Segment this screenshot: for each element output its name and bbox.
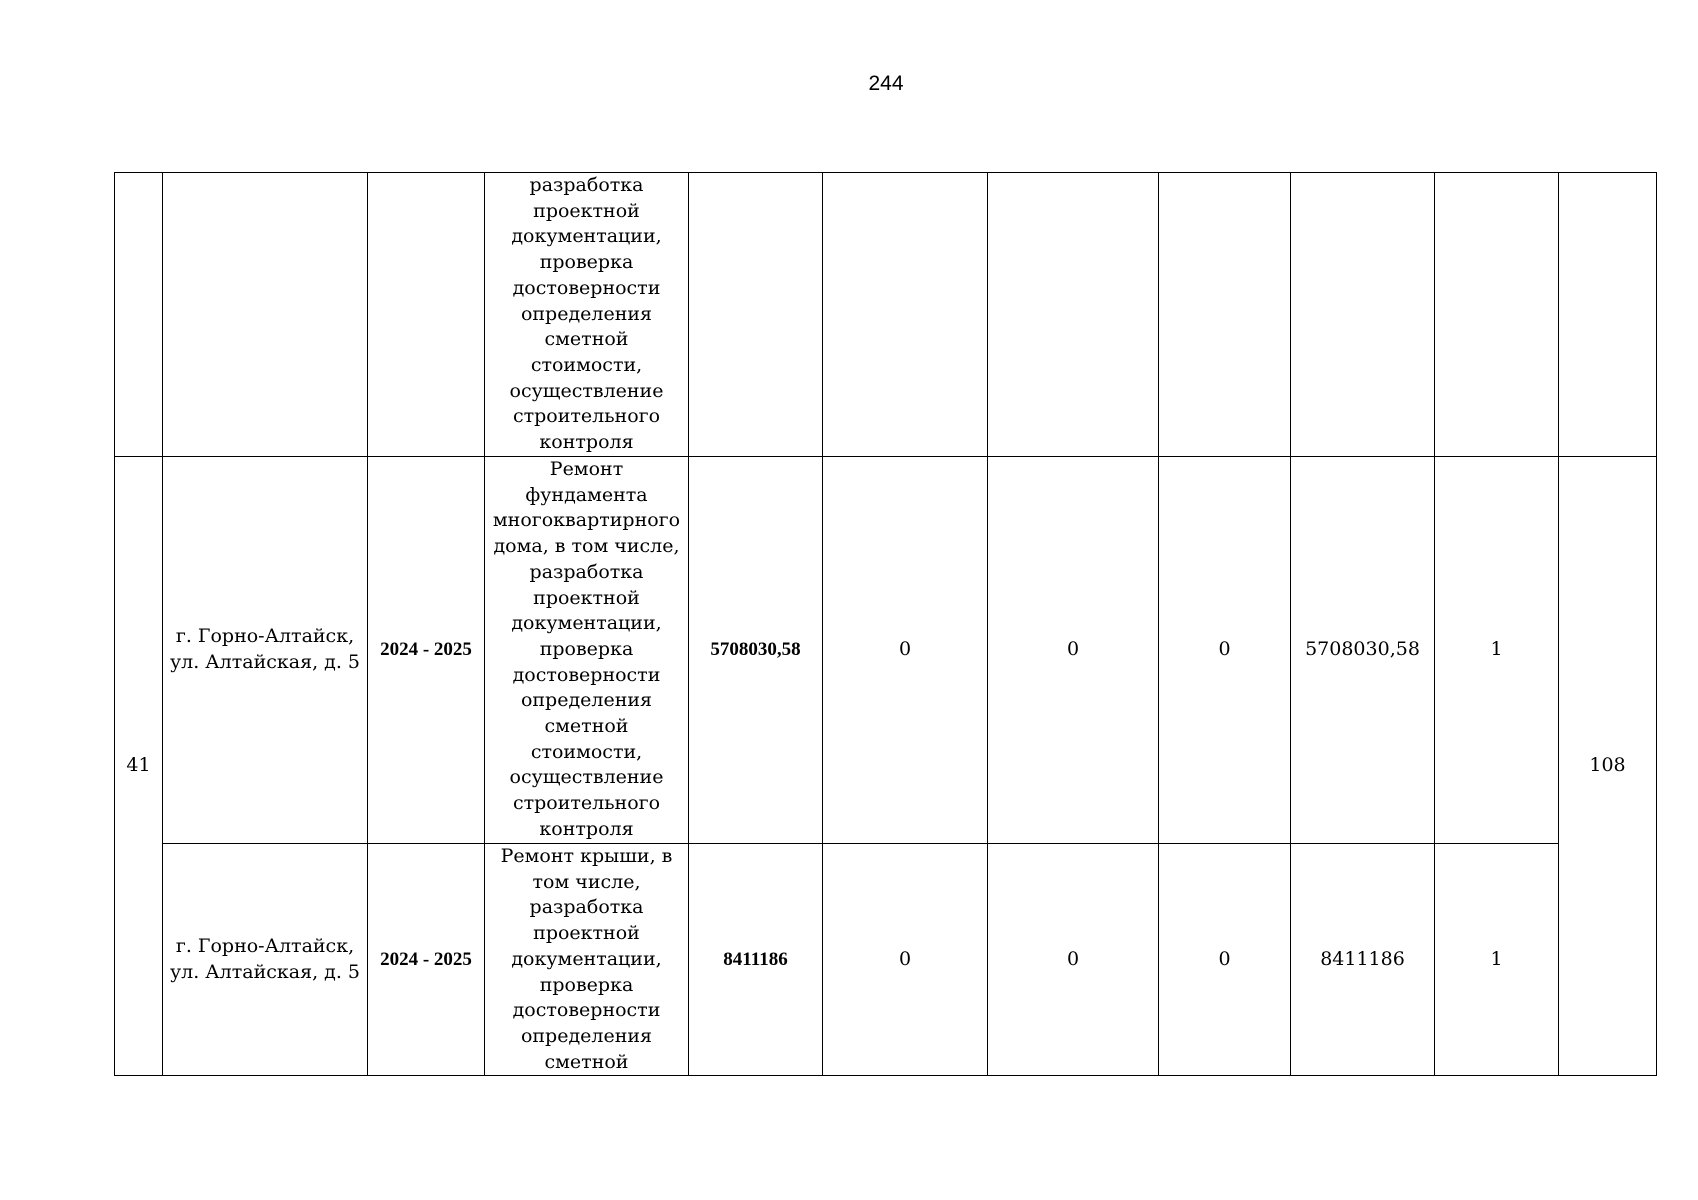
cell-total (689, 173, 823, 457)
final-value-cell: 108 (1559, 457, 1657, 1076)
value-cell-c: 0 (1159, 844, 1291, 1076)
row-index: 41 (115, 457, 163, 1076)
value-cell-b: 0 (988, 844, 1159, 1076)
work-description-text: разработка проектной документации, проверка достоверности определения сметной стоимости, осуществление строительного контроля (509, 174, 664, 454)
work-description-cell: Ремонт крыши, в том числе, разработка проектной документации, проверка достоверности определения сметной (485, 844, 689, 1076)
cell-col-c (1159, 173, 1291, 457)
cell-col-d (1291, 173, 1435, 457)
cell-col-b (988, 173, 1159, 457)
cell-work-description (485, 173, 689, 457)
cell-col-e (1435, 173, 1559, 457)
period-cell: 2024 - 2025 (368, 457, 485, 844)
value-cell-b: 0 (988, 457, 1159, 844)
table-row (115, 844, 1657, 1076)
value-cell-d: 5708030,58 (1291, 457, 1435, 844)
value-cell-a: 0 (823, 844, 988, 1076)
value-cell-e: 1 (1435, 457, 1559, 844)
work-description-cell: Ремонт фундамента многоквартирного дома, в том числе, разработка проектной документации, проверка достоверности определения сметной стоимости, осуществление строительного контроля (485, 457, 689, 844)
table-row (115, 457, 1657, 844)
total-cell: 5708030,58 (689, 457, 823, 844)
cell-period (368, 173, 485, 457)
total-cell: 8411186 (689, 844, 823, 1076)
table-row-continued (115, 173, 1657, 457)
value-cell-d: 8411186 (1291, 844, 1435, 1076)
period-cell: 2024 - 2025 (368, 844, 485, 1076)
cell-index (115, 173, 163, 457)
cell-col-a (823, 173, 988, 457)
value-cell-c: 0 (1159, 457, 1291, 844)
cell-address (163, 173, 368, 457)
works-table (114, 172, 1657, 1076)
cell-final (1559, 173, 1657, 457)
address-cell: г. Горно-Алтайск, ул. Алтайская, д. 5 (163, 844, 368, 1076)
value-cell-a: 0 (823, 457, 988, 844)
value-cell-e: 1 (1435, 844, 1559, 1076)
address-cell: г. Горно-Алтайск, ул. Алтайская, д. 5 (163, 457, 368, 844)
page-number: 244 (868, 72, 904, 95)
